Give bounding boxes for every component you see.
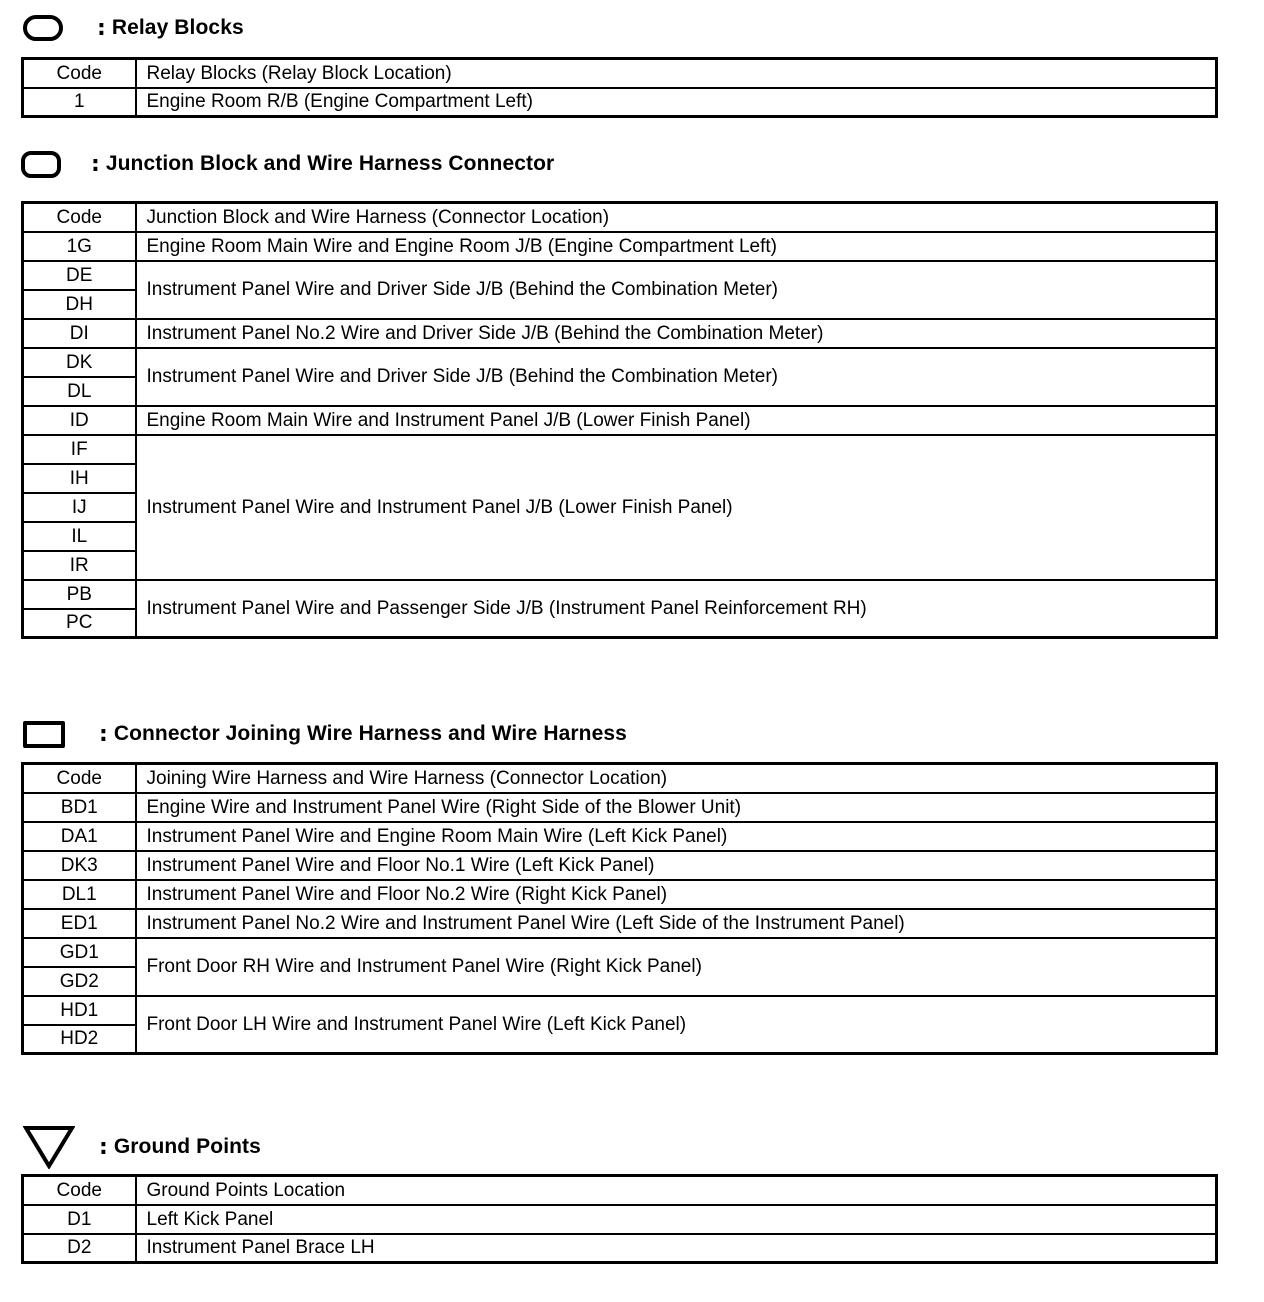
connector-heading <box>23 714 627 754</box>
location-cell: Instrument Panel Wire and Driver Side J/B (Behind the Combination Meter) <box>136 348 1217 406</box>
table-header-row <box>23 59 1217 88</box>
table-header-row <box>23 764 1217 793</box>
code-cell: IF <box>23 435 136 464</box>
table-row <box>23 88 1217 117</box>
location-cell: Engine Room Main Wire and Instrument Panel J/B (Lower Finish Panel) <box>136 406 1217 435</box>
code-cell: DE <box>23 261 136 290</box>
separator: : <box>91 151 100 177</box>
location-cell: Instrument Panel Wire and Instrument Panel J/B (Lower Finish Panel) <box>136 435 1217 580</box>
table-row <box>23 996 1217 1025</box>
location-cell: Instrument Panel No.2 Wire and Driver Side J/B (Behind the Combination Meter) <box>136 319 1217 348</box>
header-code: Code <box>23 1176 136 1205</box>
code-cell: HD1 <box>23 996 136 1025</box>
location-cell: Engine Room Main Wire and Engine Room J/B (Engine Compartment Left) <box>136 232 1217 261</box>
section-title: Junction Block and Wire Harness Connector <box>105 152 555 175</box>
code-cell: PC <box>23 609 136 638</box>
code-cell: DK <box>23 348 136 377</box>
section-title: Ground Points <box>113 1135 261 1158</box>
table-row <box>23 580 1217 609</box>
relay-blocks-heading <box>23 8 244 48</box>
rounded-rectangle-icon <box>23 15 63 41</box>
separator: : <box>99 1134 108 1160</box>
location-cell: Instrument Panel Wire and Driver Side J/B (Behind the Combination Meter) <box>136 261 1217 319</box>
table-row <box>23 880 1217 909</box>
location-cell: Instrument Panel Wire and Engine Room Main Wire (Left Kick Panel) <box>136 822 1217 851</box>
header-location: Relay Blocks (Relay Block Location) <box>136 59 1217 88</box>
location-cell: Front Door RH Wire and Instrument Panel Wire (Right Kick Panel) <box>136 938 1217 996</box>
code-cell: DI <box>23 319 136 348</box>
table-header-row <box>23 203 1217 232</box>
header-code: Code <box>23 764 136 793</box>
table-row <box>23 435 1217 464</box>
code-cell: ID <box>23 406 136 435</box>
location-cell: Instrument Panel Wire and Floor No.1 Wire (Left Kick Panel) <box>136 851 1217 880</box>
table-row <box>23 822 1217 851</box>
code-cell: HD2 <box>23 1025 136 1054</box>
table-row <box>23 1205 1217 1234</box>
rounded-rectangle-icon <box>21 151 61 178</box>
header-location: Joining Wire Harness and Wire Harness (Connector Location) <box>136 764 1217 793</box>
table-row <box>23 851 1217 880</box>
location-cell: Instrument Panel Wire and Floor No.2 Wire (Right Kick Panel) <box>136 880 1217 909</box>
table-header-row <box>23 1176 1217 1205</box>
location-cell: Instrument Panel Wire and Passenger Side J/B (Instrument Panel Reinforcement RH) <box>136 580 1217 638</box>
table-row <box>23 348 1217 377</box>
down-triangle-icon <box>23 1125 75 1169</box>
code-cell: DH <box>23 290 136 319</box>
code-cell: PB <box>23 580 136 609</box>
code-cell: GD1 <box>23 938 136 967</box>
location-cell: Left Kick Panel <box>136 1205 1217 1234</box>
code-cell: 1 <box>23 88 136 117</box>
section-title: Relay Blocks <box>111 16 244 39</box>
code-cell: IR <box>23 551 136 580</box>
table-row <box>23 232 1217 261</box>
relay-blocks-table <box>21 57 1218 118</box>
ground-points-table <box>21 1174 1218 1264</box>
code-cell: BD1 <box>23 793 136 822</box>
code-cell: 1G <box>23 232 136 261</box>
code-cell: DA1 <box>23 822 136 851</box>
header-location: Ground Points Location <box>136 1176 1217 1205</box>
location-cell: Instrument Panel Brace LH <box>136 1234 1217 1263</box>
header-code: Code <box>23 203 136 232</box>
code-cell: ED1 <box>23 909 136 938</box>
code-cell: DL1 <box>23 880 136 909</box>
ground-points-heading <box>23 1124 261 1170</box>
location-cell: Front Door LH Wire and Instrument Panel Wire (Left Kick Panel) <box>136 996 1217 1054</box>
table-row <box>23 261 1217 290</box>
code-cell: D1 <box>23 1205 136 1234</box>
location-cell: Engine Wire and Instrument Panel Wire (Right Side of the Blower Unit) <box>136 793 1217 822</box>
table-row <box>23 938 1217 967</box>
header-location: Junction Block and Wire Harness (Connector Location) <box>136 203 1217 232</box>
code-cell: D2 <box>23 1234 136 1263</box>
location-cell: Instrument Panel No.2 Wire and Instrument Panel Wire (Left Side of the Instrument Panel) <box>136 909 1217 938</box>
code-cell: GD2 <box>23 967 136 996</box>
table-row <box>23 1234 1217 1263</box>
location-cell: Engine Room R/B (Engine Compartment Left) <box>136 88 1217 117</box>
code-cell: IH <box>23 464 136 493</box>
header-code: Code <box>23 59 136 88</box>
section-title: Connector Joining Wire Harness and Wire Harness <box>113 722 627 745</box>
rectangle-icon <box>23 721 65 748</box>
table-row <box>23 909 1217 938</box>
table-row <box>23 319 1217 348</box>
code-cell: DK3 <box>23 851 136 880</box>
junction-block-heading <box>21 144 554 184</box>
connector-table <box>21 762 1218 1055</box>
junction-block-table <box>21 201 1218 639</box>
code-cell: IL <box>23 522 136 551</box>
separator: : <box>99 721 108 747</box>
code-cell: DL <box>23 377 136 406</box>
code-cell: IJ <box>23 493 136 522</box>
table-row <box>23 406 1217 435</box>
separator: : <box>97 15 106 41</box>
table-row <box>23 793 1217 822</box>
